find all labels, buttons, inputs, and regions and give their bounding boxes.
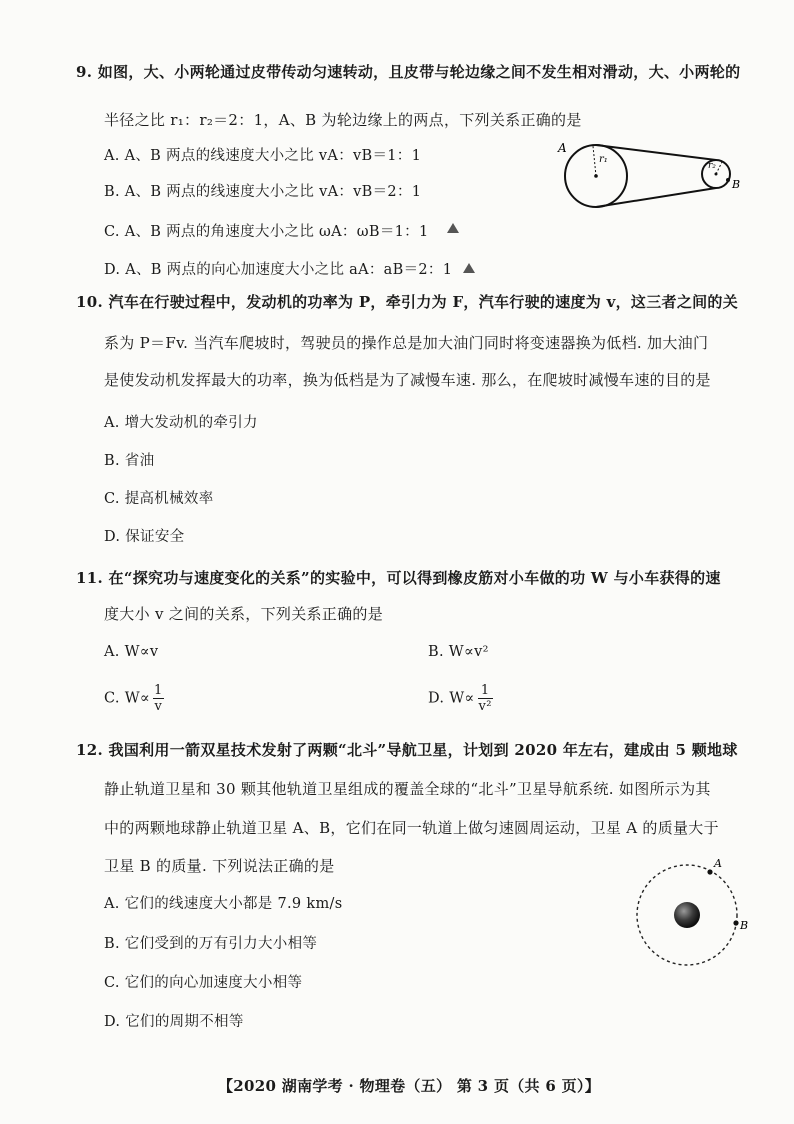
q10-option-c: C. 提高机械效率: [104, 491, 214, 507]
q11-option-c-prefix: C. W∝: [104, 690, 151, 707]
q11-option-a: A. W∝v: [104, 644, 159, 660]
q12-stem-line4: 卫星 B 的质量. 下列说法正确的是: [104, 857, 335, 875]
q9-option-c: C. A、B 两点的角速度大小之比 ωA：ωB＝1：1: [104, 224, 429, 240]
page-footer: 【2020 湖南学考 · 物理卷（五） 第 3 页（共 6 页）】: [218, 1077, 601, 1095]
q12-stem-line1: 12. 我国利用一箭双星技术发射了两颗“北斗”导航卫星，计划到 2020 年左右，建成由 5 颗地球: [76, 741, 738, 759]
fraction-one-over-v: $\frac{1}{v}$: [154, 683, 163, 714]
q10-stem-line2: 系为 P＝Fv. 当汽车爬坡时，驾驶员的操作总是加大油门同时将变速器换为低档. 加大油门: [104, 334, 709, 352]
q11-option-b: B. W∝v²: [428, 644, 489, 660]
q12-option-a: A. 它们的线速度大小都是 7.9 km/s: [104, 896, 343, 912]
q9-option-d: D. A、B 两点的向心加速度大小之比 aA：aB＝2：1: [104, 262, 453, 278]
q10-stem-line3: 是使发动机发挥最大的功率，换为低档是为了减慢车速. 那么，在爬坡时减慢车速的目的是: [104, 371, 711, 389]
label-b: B: [732, 178, 741, 191]
triangle-mark-icon: [462, 262, 476, 274]
q12-stem-line2: 静止轨道卫星和 30 颗其他轨道卫星组成的覆盖全球的“北斗”卫星导航系统. 如图所示为其: [104, 780, 711, 798]
q9-option-a: A. A、B 两点的线速度大小之比 vA：vB＝1：1: [104, 148, 422, 164]
q10-option-b: B. 省油: [104, 453, 155, 469]
label-b: B: [740, 919, 749, 932]
q12-option-d: D. 它们的周期不相等: [104, 1014, 244, 1030]
q12-option-b: B. 它们受到的万有引力大小相等: [104, 936, 318, 952]
q9-option-b: B. A、B 两点的线速度大小之比 vA：vB＝2：1: [104, 184, 422, 200]
q11-option-d: [428, 683, 493, 714]
label-r2: r₂: [708, 161, 716, 171]
triangle-mark-icon: [446, 222, 460, 234]
label-a: A: [714, 857, 722, 870]
q11-option-d-prefix: D. W∝: [428, 690, 475, 707]
satellite-a: [707, 869, 712, 874]
q10-option-d: D. 保证安全: [104, 529, 185, 545]
belt-pulley-figure: [556, 138, 756, 214]
q11-stem-line1: 11. 在“探究功与速度变化的关系”的实验中，可以得到橡皮筋对小车做的功 W 与小车获得的速: [76, 569, 721, 587]
label-a: A: [558, 141, 567, 155]
label-r1: r₁: [599, 154, 608, 165]
q10-option-a: A. 增大发动机的牵引力: [104, 415, 258, 431]
q12-option-c: C. 它们的向心加速度大小相等: [104, 975, 303, 991]
q10-stem-line1: 10. 汽车在行驶过程中，发动机的功率为 P，牵引力为 F，汽车行驶的速度为 v，这三者之间的关: [76, 293, 739, 311]
q9-stem-line1: 9. 如图，大、小两轮通过皮带传动匀速转动，且皮带与轮边缘之间不发生相对滑动，大、小两轮的: [76, 63, 741, 81]
satellite-b: [733, 920, 738, 925]
orbit-figure: [624, 852, 760, 982]
q11-stem-line2: 度大小 v 之间的关系，下列关系正确的是: [104, 605, 384, 623]
earth-icon: [674, 902, 700, 928]
fraction-one-over-v2: $\frac{1}{\text{v²}}$: [478, 683, 492, 714]
q12-stem-line3: 中的两颗地球静止轨道卫星 A、B，它们在同一轨道上做匀速圆周运动，卫星 A 的质量大于: [104, 819, 719, 837]
q11-option-c: [104, 683, 164, 714]
q9-stem-line2: 半径之比 r₁：r₂＝2：1，A、B 为轮边缘上的两点，下列关系正确的是: [104, 111, 582, 129]
